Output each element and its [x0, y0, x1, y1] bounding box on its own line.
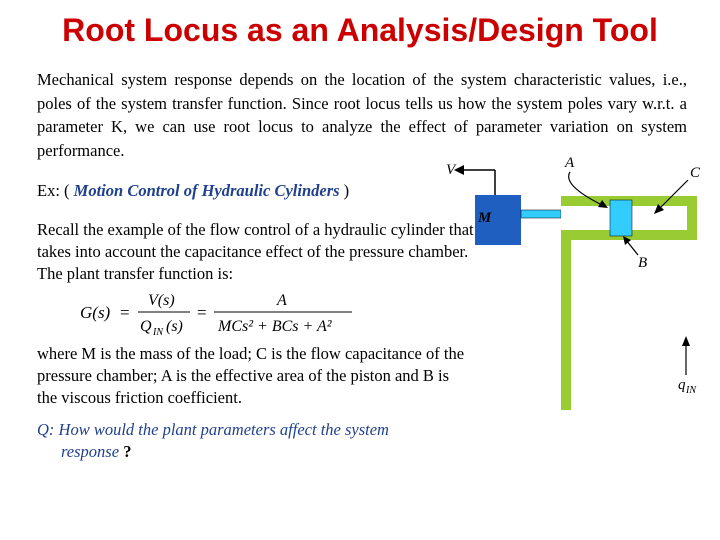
eq-den1-q: Q [140, 318, 152, 335]
example-emphasis: Motion Control of Hydraulic Cylinders [73, 181, 340, 200]
question-line-2: response [61, 442, 120, 461]
where-paragraph: where M is the mass of the load; C is the flow capacitance of the pressure chamber; A is the effective area of the piston and B is the viscous friction coefficient. [37, 344, 465, 407]
example-prefix: Ex: ( [37, 181, 74, 200]
eq-lhs: G(s) [80, 303, 111, 322]
example-suffix: ) [339, 181, 350, 200]
flow-label-sub: IN [686, 385, 696, 396]
capacitance-label: C [690, 165, 701, 181]
recall-paragraph: Recall the example of the flow control of a hydraulic cylinder that takes into account the capacitance effect of the pressure chamber. The plant transfer function is: [37, 220, 474, 283]
eq-den1-sub: IN [153, 327, 163, 338]
hydraulic-cylinder-diagram [430, 150, 720, 410]
supply-pipe [561, 240, 571, 410]
piston-head [610, 200, 632, 236]
flow-arrowhead [682, 336, 690, 346]
slide-title: Root Locus as an Analysis/Design Tool [62, 12, 658, 48]
mass-label: M [478, 210, 492, 226]
intro-paragraph: Mechanical system response depends on the location of the system characteristic values, i.e., poles of the system transfer function. Since root locus tells us how the system poles vary w.r.t. a parameter K, we can use root locus to analyze the effect of parameter variation on system performance. [37, 70, 687, 160]
eq-equals-2: = [197, 303, 207, 322]
velocity-label: V [446, 162, 456, 178]
question-line-1: : How would the plant parameters affect the system [48, 420, 389, 439]
question-mark: ? [119, 442, 132, 461]
area-label: A [565, 155, 575, 171]
question-label: Q [37, 420, 49, 439]
piston-rod [521, 210, 561, 218]
transfer-function-equation [80, 288, 380, 338]
eq-num2: A [277, 292, 287, 309]
flow-label: q [678, 377, 686, 393]
example-line [37, 181, 349, 201]
eq-num1: V(s) [148, 292, 175, 309]
friction-label: B [638, 255, 648, 271]
eq-den2: MCs² + BCs + A² [218, 318, 332, 335]
cylinder-end-wall [687, 196, 697, 240]
question-block [37, 419, 437, 463]
eq-equals-1: = [120, 303, 130, 322]
eq-den1-tail: (s) [166, 318, 183, 335]
velocity-arrowhead [454, 165, 464, 175]
